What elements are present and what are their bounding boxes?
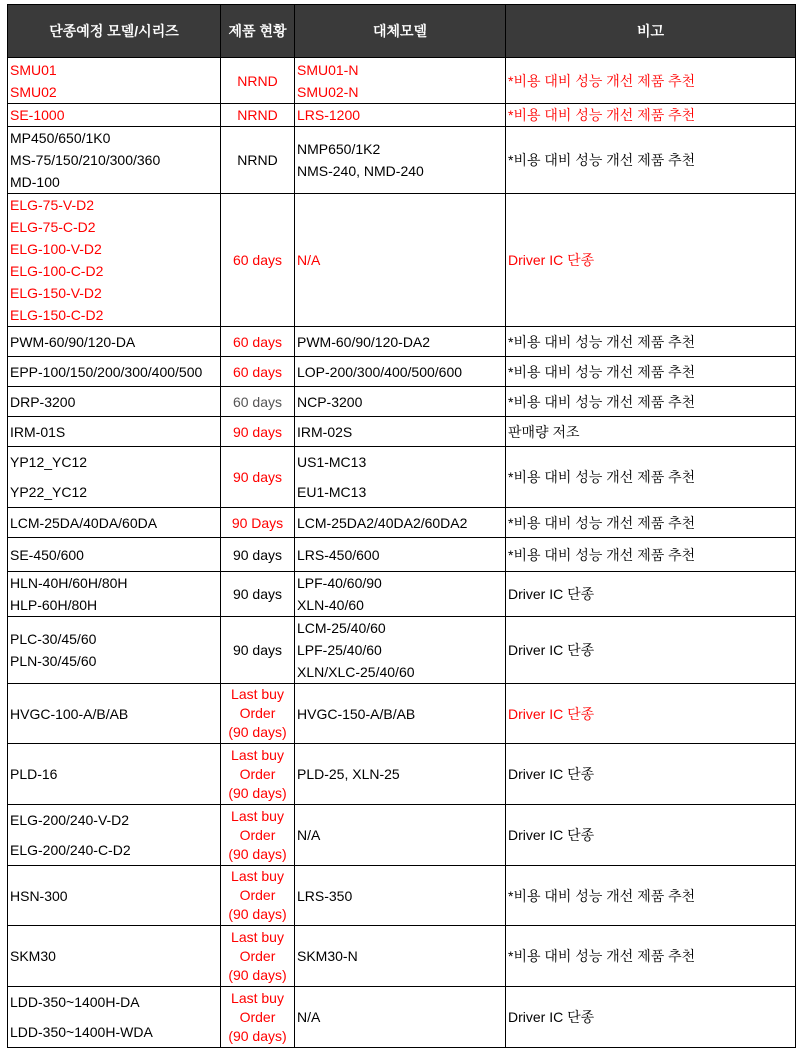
replacement-line: PLD-25, XLN-25 (297, 766, 400, 782)
replacement-cell (295, 417, 506, 447)
status-line: Last buy (231, 686, 284, 702)
status-cell (221, 127, 295, 194)
model-line: PLN-30/45/60 (10, 653, 97, 669)
status-line: Last buy (231, 928, 284, 945)
replacement-line: LRS-350 (297, 887, 353, 904)
status-line: 90 days (232, 642, 283, 658)
replacement-line: PWM-60/90/120-DA2 (297, 333, 431, 350)
replacement-line: SMU02-N (297, 83, 359, 100)
model-cell (8, 987, 221, 1048)
table-header-row (8, 5, 796, 58)
replacement-line: XLN/XLC-25/40/60 (297, 664, 415, 680)
note-cell (506, 327, 796, 357)
status-cell (221, 357, 295, 387)
status-line: 90 days (232, 423, 283, 440)
status-line: Order (239, 887, 276, 903)
replacement-line: SMU01-N (297, 61, 359, 78)
replacement-cell (295, 127, 506, 194)
status-cell (221, 58, 295, 104)
table-row (8, 447, 796, 508)
replacement-line: HVGC-150-A/B/AB (297, 705, 416, 722)
replacement-line: NCP-3200 (297, 393, 363, 410)
model-line: MS-75/150/210/300/360 (10, 152, 161, 168)
replacement-cell (295, 104, 506, 127)
model-cell (8, 447, 221, 508)
note-text: Driver IC 단종 (508, 642, 595, 658)
status-line: NRND (237, 72, 278, 89)
model-line: HLN-40H/60H/80H (10, 575, 128, 591)
note-cell (506, 572, 796, 617)
note-cell (506, 194, 796, 327)
model-line: ELG-150-C-D2 (10, 307, 104, 323)
table-row (8, 617, 796, 684)
model-cell (8, 744, 221, 805)
model-cell (8, 572, 221, 617)
model-line: ELG-75-V-D2 (10, 197, 95, 213)
status-cell (221, 684, 295, 744)
note-text: Driver IC 단종 (508, 827, 595, 843)
replacement-cell (295, 572, 506, 617)
note-cell (506, 926, 796, 987)
model-line: HVGC-100-A/B/AB (10, 705, 129, 722)
status-cell (221, 866, 295, 926)
replacement-cell (295, 387, 506, 417)
note-cell (506, 58, 796, 104)
replacement-line: SKM30-N (297, 948, 358, 964)
replacement-cell (295, 684, 506, 744)
table-row (8, 417, 796, 447)
model-line: LDD-350~1400H-DA (10, 994, 140, 1010)
model-line: ELG-150-V-D2 (10, 285, 102, 301)
header-model: 단종예정 모델/시리즈 (8, 5, 221, 58)
status-line: Order (239, 826, 276, 843)
replacement-line: LOP-200/300/400/500/600 (297, 363, 463, 380)
note-cell (506, 447, 796, 508)
note-text: *비용 대비 성능 개선 제품 추천 (508, 333, 696, 350)
status-line: 60 days (232, 363, 283, 380)
status-cell (221, 926, 295, 987)
note-cell (506, 617, 796, 684)
status-line: 60 days (232, 252, 283, 268)
note-text: Driver IC 단종 (508, 1009, 595, 1025)
replacement-cell (295, 744, 506, 805)
replacement-cell (295, 327, 506, 357)
model-line: LCM-25DA/40DA/60DA (10, 514, 158, 531)
status-cell (221, 617, 295, 684)
status-line: NRND (237, 152, 278, 168)
status-line: (90 days) (228, 966, 287, 983)
status-line: (90 days) (228, 906, 287, 922)
model-line: YP12_YC12 (10, 454, 88, 470)
model-line: PWM-60/90/120-DA (10, 333, 136, 350)
table-row (8, 926, 796, 987)
replacement-line: LCM-25DA2/40DA2/60DA2 (297, 514, 468, 531)
model-line: PLD-16 (10, 766, 58, 782)
table-row (8, 104, 796, 127)
model-cell (8, 327, 221, 357)
table-row (8, 572, 796, 617)
model-cell (8, 684, 221, 744)
status-line: 60 days (232, 393, 283, 410)
replacement-line: US1-MC13 (297, 454, 367, 470)
model-line: HLP-60H/80H (10, 597, 98, 613)
status-cell (221, 327, 295, 357)
replacement-line: LPF-25/40/60 (297, 642, 382, 658)
model-line: ELG-200/240-V-D2 (10, 812, 130, 828)
replacement-cell (295, 357, 506, 387)
model-line: SKM30 (10, 948, 56, 964)
table-row (8, 327, 796, 357)
header-replacement: 대체모델 (295, 5, 506, 58)
replacement-cell (295, 58, 506, 104)
model-line: ELG-200/240-C-D2 (10, 842, 131, 858)
status-line: (90 days) (228, 784, 287, 801)
replacement-cell (295, 805, 506, 866)
status-cell (221, 104, 295, 127)
table-row (8, 866, 796, 926)
model-cell (8, 357, 221, 387)
note-cell (506, 104, 796, 127)
table-row (8, 684, 796, 744)
note-cell (506, 538, 796, 572)
status-line: 90 days (232, 586, 283, 602)
table-body (8, 58, 796, 1048)
status-cell (221, 538, 295, 572)
header-status: 제품 현황 (221, 5, 295, 58)
model-line: IRM-01S (10, 423, 66, 440)
note-text: *비용 대비 성능 개선 제품 추천 (508, 948, 696, 964)
replacement-cell (295, 926, 506, 987)
status-line: 90 days (232, 546, 283, 563)
note-text: Driver IC 단종 (508, 766, 595, 782)
note-text: Driver IC 단종 (508, 705, 595, 722)
status-line: (90 days) (228, 845, 287, 862)
status-cell (221, 744, 295, 805)
note-cell (506, 684, 796, 744)
model-cell (8, 127, 221, 194)
status-line: Order (239, 947, 276, 964)
status-cell (221, 508, 295, 538)
note-text: Driver IC 단종 (508, 252, 595, 268)
note-text: 판매량 저조 (508, 423, 580, 440)
replacement-line: N/A (297, 252, 321, 268)
replacement-line: LRS-1200 (297, 107, 361, 123)
model-line: SMU02 (10, 83, 57, 100)
status-line: Last buy (231, 746, 284, 763)
replacement-line: XLN-40/60 (297, 597, 364, 613)
replacement-line: NMP650/1K2 (297, 141, 381, 157)
note-text: *비용 대비 성능 개선 제품 추천 (508, 107, 696, 123)
note-text: *비용 대비 성능 개선 제품 추천 (508, 72, 696, 89)
table-row (8, 194, 796, 327)
replacement-line: N/A (297, 827, 321, 843)
replacement-cell (295, 194, 506, 327)
status-line: 60 days (232, 333, 283, 350)
replacement-line: IRM-02S (297, 423, 353, 440)
model-line: MP450/650/1K0 (10, 130, 111, 146)
status-cell (221, 447, 295, 508)
note-cell (506, 127, 796, 194)
status-line: Last buy (231, 807, 284, 824)
status-cell (221, 805, 295, 866)
note-text: *비용 대비 성능 개선 제품 추천 (508, 514, 696, 531)
model-cell (8, 926, 221, 987)
replacement-cell (295, 866, 506, 926)
note-cell (506, 417, 796, 447)
status-line: Last buy (231, 989, 284, 1006)
table-row (8, 58, 796, 104)
replacement-line: LCM-25/40/60 (297, 620, 386, 636)
discontinued-models-table-wrapper (7, 4, 796, 1048)
replacement-cell (295, 538, 506, 572)
note-text: Driver IC 단종 (508, 586, 595, 602)
note-cell (506, 744, 796, 805)
status-cell (221, 572, 295, 617)
note-text: *비용 대비 성능 개선 제품 추천 (508, 469, 696, 485)
model-line: EPP-100/150/200/300/400/500 (10, 363, 203, 380)
note-text: *비용 대비 성능 개선 제품 추천 (508, 363, 696, 380)
status-line: (90 days) (228, 1027, 287, 1044)
status-line: (90 days) (228, 724, 287, 740)
table-row (8, 127, 796, 194)
status-line: 90 days (232, 469, 283, 485)
model-line: SE-1000 (10, 107, 65, 123)
note-cell (506, 387, 796, 417)
model-line: ELG-100-C-D2 (10, 263, 104, 279)
model-cell (8, 538, 221, 572)
replacement-line: NMS-240, NMD-240 (297, 163, 424, 179)
model-line: ELG-100-V-D2 (10, 241, 102, 257)
replacement-line: LPF-40/60/90 (297, 575, 382, 591)
replacement-cell (295, 617, 506, 684)
replacement-line: N/A (297, 1009, 321, 1025)
replacement-cell (295, 447, 506, 508)
table-row (8, 508, 796, 538)
note-text: *비용 대비 성능 개선 제품 추천 (508, 546, 696, 563)
header-note: 비고 (506, 5, 796, 58)
table-row (8, 538, 796, 572)
model-cell (8, 417, 221, 447)
status-cell (221, 387, 295, 417)
model-cell (8, 866, 221, 926)
model-cell (8, 508, 221, 538)
status-cell (221, 194, 295, 327)
note-cell (506, 805, 796, 866)
status-line: Order (239, 705, 276, 721)
model-cell (8, 805, 221, 866)
replacement-cell (295, 508, 506, 538)
model-line: MD-100 (10, 174, 60, 190)
replacement-cell (295, 987, 506, 1048)
model-cell (8, 194, 221, 327)
model-cell (8, 104, 221, 127)
status-line: Order (239, 1008, 276, 1025)
status-line: Order (239, 765, 276, 782)
model-line: SE-450/600 (10, 546, 84, 563)
model-line: YP22_YC12 (10, 484, 88, 500)
status-line: 90 Days (231, 514, 284, 531)
discontinued-models-table (7, 4, 796, 1048)
note-cell (506, 866, 796, 926)
replacement-line: EU1-MC13 (297, 484, 367, 500)
model-cell (8, 387, 221, 417)
note-cell (506, 508, 796, 538)
status-cell (221, 417, 295, 447)
model-line: HSN-300 (10, 887, 68, 904)
status-line: Last buy (231, 868, 284, 884)
model-cell (8, 58, 221, 104)
note-text: *비용 대비 성능 개선 제품 추천 (508, 887, 696, 904)
status-cell (221, 987, 295, 1048)
model-line: PLC-30/45/60 (10, 631, 97, 647)
note-text: *비용 대비 성능 개선 제품 추천 (508, 152, 696, 168)
note-cell (506, 357, 796, 387)
table-row (8, 387, 796, 417)
model-line: SMU01 (10, 61, 57, 78)
model-cell (8, 617, 221, 684)
model-line: LDD-350~1400H-WDA (10, 1024, 153, 1040)
note-cell (506, 987, 796, 1048)
note-text: *비용 대비 성능 개선 제품 추천 (508, 393, 696, 410)
table-row (8, 744, 796, 805)
table-row (8, 805, 796, 866)
table-row (8, 987, 796, 1048)
table-row (8, 357, 796, 387)
replacement-line: LRS-450/600 (297, 546, 380, 563)
model-line: DRP-3200 (10, 393, 76, 410)
model-line: ELG-75-C-D2 (10, 219, 96, 235)
status-line: NRND (237, 107, 278, 123)
